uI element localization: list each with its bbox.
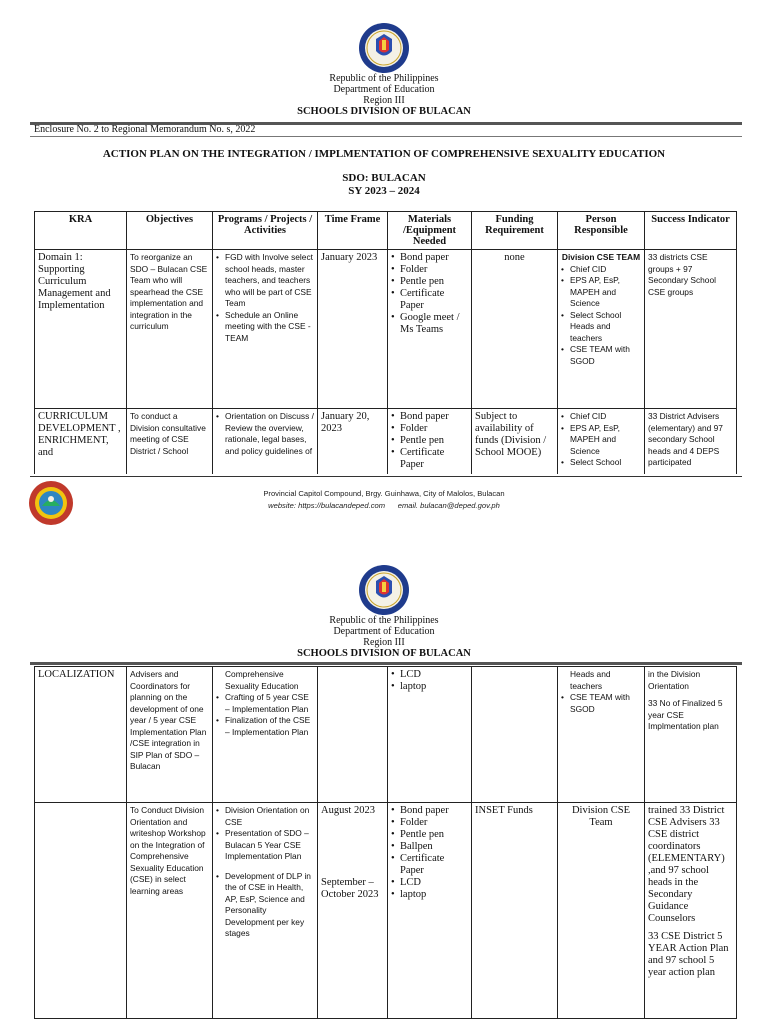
letterhead bbox=[0, 73, 768, 117]
col-time-frame: Time Frame bbox=[318, 212, 388, 250]
objectives-cell: Advisers and Coordinators for planning on the development of one year / 5 year CSE Implementation Plan /CSE integration in SIP Plan of SDO – Bulacan bbox=[127, 667, 213, 803]
kra-cell: Domain 1: Supporting Curriculum Management and Implementation bbox=[35, 250, 127, 409]
list-item: • Bond paper bbox=[391, 805, 468, 817]
region-line: Region III bbox=[363, 637, 405, 648]
contact-line bbox=[0, 500, 768, 512]
list-item: • Presentation of SDO – Bulacan 5 Year CSE Implementation Plan bbox=[216, 828, 314, 863]
materials-cell bbox=[388, 667, 472, 803]
col-objectives: Objectives bbox=[127, 212, 213, 250]
col-person: Person Responsible bbox=[558, 212, 645, 250]
kra-cell: CURRICULUM DEVELOPMENT , ENRICHMENT, and bbox=[35, 409, 127, 489]
person-continued: Heads and teachers bbox=[570, 669, 611, 691]
list-item: • Development of DLP in the of CSE in Health, AP, EsP, Science and Personality Development per key stages bbox=[216, 871, 314, 940]
list-item: • Orientation on Discuss / Review the overview, rationale, legal bases, and policy guidelines of bbox=[216, 411, 314, 457]
list-item: • Certificate Paper bbox=[391, 447, 468, 471]
funding-cell bbox=[472, 667, 558, 803]
footer-rule bbox=[30, 476, 742, 477]
indicator-cell bbox=[645, 667, 737, 803]
timeframe-cell bbox=[318, 803, 388, 1019]
list-item: • Select School Heads and teachers bbox=[561, 310, 641, 345]
list-item: • laptop bbox=[391, 889, 468, 901]
list-item: • CSE TEAM with SGOD bbox=[561, 692, 641, 715]
indicator-cell: 33 districts CSE groups + 97 Secondary School CSE groups bbox=[645, 250, 737, 409]
list-item: • Pentle pen bbox=[391, 435, 468, 447]
division-line: SCHOOLS DIVISION OF BULACAN bbox=[297, 106, 471, 117]
list-item: • Pentle pen bbox=[391, 276, 468, 288]
col-kra: KRA bbox=[35, 212, 127, 250]
table-row bbox=[35, 250, 737, 409]
activity-continued: Comprehensive Sexuality Education bbox=[225, 669, 299, 691]
objectives-cell: To reorganize an SDO – Bulacan CSE Team who will spearhead the CSE implementation and integration in the curriculum bbox=[127, 250, 213, 409]
indicator-cell bbox=[645, 803, 737, 1019]
list-item: • Bond paper bbox=[391, 411, 468, 423]
list-item: • FGD with Involve select school heads, master teachers, and teachers who will be part of CSE Team bbox=[216, 252, 314, 310]
funding-cell: none bbox=[472, 250, 558, 409]
kra-cell: LOCALIZATION bbox=[35, 667, 127, 803]
list-item: • Finalization of the CSE – Implementation Plan bbox=[216, 715, 314, 738]
website-link[interactable]: website: https://bulacandeped.com bbox=[268, 501, 386, 510]
list-item: • Bond paper bbox=[391, 252, 468, 264]
school-year: SY 2023 – 2024 bbox=[348, 185, 420, 197]
division-line: SCHOOLS DIVISION OF BULACAN bbox=[297, 648, 471, 659]
list-item: • Folder bbox=[391, 423, 468, 435]
republic-line: Republic of the Philippines bbox=[329, 73, 439, 84]
objectives-cell: To conduct a Division consultative meeting of CSE District / School bbox=[127, 409, 213, 489]
deped-seal-icon bbox=[358, 564, 410, 616]
timeframe-cell bbox=[318, 667, 388, 803]
list-item: • Certificate Paper bbox=[391, 853, 468, 877]
objectives-cell: To Conduct Division Orientation and writeshop Workshop on the Integration of Comprehensive Sexuality Education (CSE) in select learning areas bbox=[127, 803, 213, 1019]
activities-cell bbox=[213, 250, 318, 409]
list-item: • Schedule an Online meeting with the CSE - TEAM bbox=[216, 310, 314, 345]
list-item: • EPS AP, EsP, MAPEH and Science bbox=[561, 423, 641, 458]
list-item: • laptop bbox=[391, 681, 468, 693]
timeframe-text: August 2023 bbox=[321, 805, 375, 816]
document-page-2 bbox=[0, 538, 768, 1024]
list-item: • Select School bbox=[561, 457, 641, 469]
table-header-row bbox=[35, 212, 737, 250]
activities-cell bbox=[213, 803, 318, 1019]
indicator-text: trained 33 District CSE Advisers 33 CSE district coordinators (ELEMENTARY) ,and 97 school heads in the Secondary Guidance Counselors bbox=[648, 805, 725, 924]
timeframe-text: September – October 2023 bbox=[321, 877, 379, 900]
col-materials: Materials /Equipment Needed bbox=[388, 212, 472, 250]
list-item: • Certificate Paper bbox=[391, 288, 468, 312]
kra-cell bbox=[35, 803, 127, 1019]
list-item: • LCD bbox=[391, 877, 468, 889]
funding-cell: Subject to availability of funds (Division / School MOOE) bbox=[472, 409, 558, 489]
department-line: Department of Education bbox=[333, 626, 435, 637]
address-text: Provincial Capitol Compound, Brgy. Guinhawa, City of Malolos, Bulacan bbox=[263, 489, 505, 498]
person-cell: Division CSE Team bbox=[558, 803, 645, 1019]
footer-address bbox=[0, 488, 768, 512]
funding-cell: INSET Funds bbox=[472, 803, 558, 1019]
list-item: • Ballpen bbox=[391, 841, 468, 853]
timeframe-cell: January 2023 bbox=[318, 250, 388, 409]
action-plan-table-continued bbox=[34, 666, 737, 1019]
col-indicator: Success Indicator bbox=[645, 212, 737, 250]
document-title: ACTION PLAN ON THE INTEGRATION / IMPLMENTATION OF COMPREHENSIVE SEXUALITY EDUCATION bbox=[102, 148, 666, 160]
list-item: • Division Orientation on CSE bbox=[216, 805, 314, 828]
letterhead bbox=[0, 615, 768, 659]
list-item: • Pentle pen bbox=[391, 829, 468, 841]
email-link[interactable]: email. bulacan@deped.gov.ph bbox=[397, 501, 500, 510]
timeframe-cell: January 20, 2023 bbox=[318, 409, 388, 489]
action-plan-table bbox=[34, 211, 737, 489]
indicator-cell: 33 District Advisers (elementary) and 97 secondary School heads and 4 DEPS participated bbox=[645, 409, 737, 489]
col-activities: Programs / Projects / Activities bbox=[213, 212, 318, 250]
person-title: Division CSE TEAM bbox=[561, 252, 641, 262]
person-cell bbox=[558, 250, 645, 409]
list-item: • Google meet / Ms Teams bbox=[391, 312, 468, 336]
department-line: Department of Education bbox=[333, 84, 435, 95]
indicator-text: in the Division Orientation bbox=[648, 669, 701, 691]
col-funding: Funding Requirement bbox=[472, 212, 558, 250]
deped-seal-icon bbox=[358, 22, 410, 74]
list-item: • CSE TEAM with SGOD bbox=[561, 344, 641, 367]
materials-cell bbox=[388, 250, 472, 409]
activities-cell bbox=[213, 667, 318, 803]
list-item: • Crafting of 5 year CSE – Implementation Plan bbox=[216, 692, 314, 715]
person-cell bbox=[558, 667, 645, 803]
list-item: • Folder bbox=[391, 817, 468, 829]
list-item: • Folder bbox=[391, 264, 468, 276]
materials-cell bbox=[388, 803, 472, 1019]
indicator-text: 33 No of Finalized 5 year CSE Implmentation plan bbox=[648, 698, 723, 731]
list-item: • LCD bbox=[391, 669, 468, 681]
sdo-label: SDO: BULACAN bbox=[342, 172, 426, 184]
table-row bbox=[35, 667, 737, 803]
enclosure-rule bbox=[30, 136, 742, 137]
republic-line: Republic of the Philippines bbox=[329, 615, 439, 626]
list-item: • Chief CID bbox=[561, 264, 641, 276]
list-item: • EPS AP, EsP, MAPEH and Science bbox=[561, 275, 641, 310]
header-rule bbox=[30, 662, 742, 665]
page-1-footer bbox=[0, 474, 768, 538]
indicator-text: 33 CSE District 5 YEAR Action Plan and 97 school 5 year action plan bbox=[648, 931, 729, 978]
list-item: • Chief CID bbox=[561, 411, 641, 423]
table-row bbox=[35, 803, 737, 1019]
enclosure-note: Enclosure No. 2 to Regional Memorandum No. s, 2022 bbox=[34, 124, 256, 135]
region-line: Region III bbox=[363, 95, 405, 106]
